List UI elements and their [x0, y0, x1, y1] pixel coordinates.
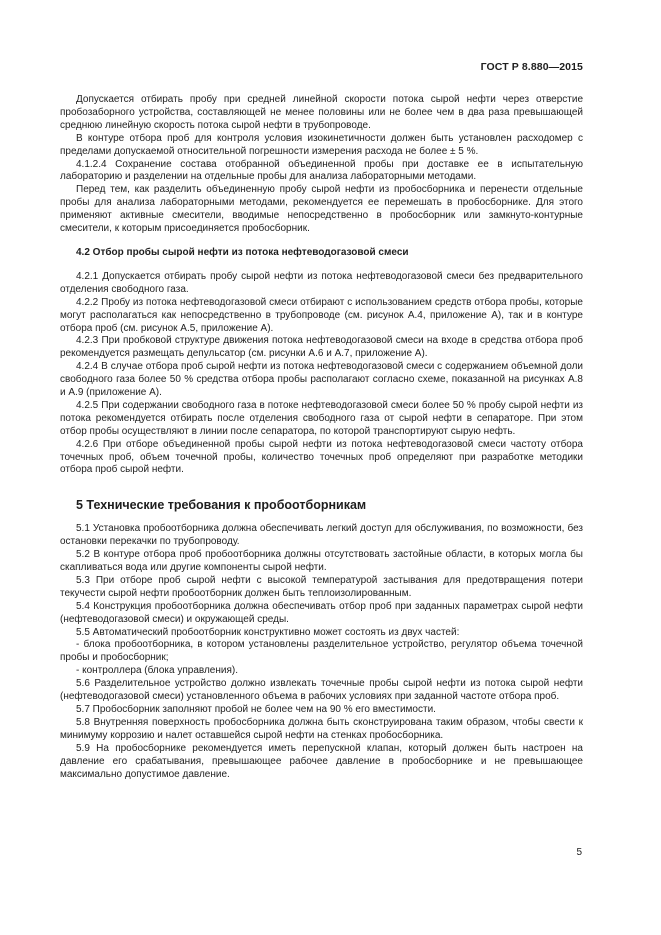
paragraph: В контуре отбора проб для контроля условия изокинетичности должен быть установлен расходомер с пределами допускаемой относительной погрешности измерения расхода не более ± 5 %.	[60, 132, 583, 157]
paragraph: 5.4 Конструкция пробоотборника должна обеспечивать отбор проб при заданных параметрах сырой нефти (нефтеводогазовой смеси) и окружающей среды.	[60, 600, 583, 625]
standard-designation: ГОСТ Р 8.880—2015	[480, 61, 583, 73]
paragraph: 5.8 Внутренняя поверхность пробосборника должна быть сконструирована таким образом, чтобы свести к минимуму коррозию и налет оставшейся сырой нефти на стенках пробосборника.	[60, 716, 583, 741]
document-body	[60, 94, 583, 781]
paragraph: 5.5 Автоматический пробоотборник конструктивно может состоять из двух частей:	[76, 626, 460, 638]
paragraph: 4.2.3 При пробковой структуре движения потока нефтеводогазовой смеси на входе в средства отбора проб рекомендуется размещать депульсатор (см. рисунки А.6 и А.7, приложение А).	[60, 335, 583, 360]
paragraph: 5.6 Разделительное устройство должно извлекать точечные пробы сырой нефти из потока сырой нефти (нефтеводогазовой смеси) установленного объема в рабочих условиях при заданной частоте отбора проб.	[60, 678, 583, 703]
list-item: - контроллера (блока управления).	[76, 665, 238, 677]
paragraph: 4.2.4 В случае отбора проб сырой нефти из потока нефтеводогазовой смеси с содержанием объемной доли свободного газа более 50 % средства отбора пробы располагают согласно схеме, показанной на рисунках А.8 и А.9 (приложение А).	[60, 361, 583, 399]
paragraph: 4.2.1 Допускается отбирать пробу сырой нефти из потока нефтеводогазовой смеси без предварительного отделения свободного газа.	[60, 270, 583, 295]
paragraph: 5.1 Установка пробоотборника должна обеспечивать легкий доступ для обслуживания, по возможности, без остановки перекачки по трубопроводу.	[60, 523, 583, 548]
section-heading-4-2: 4.2 Отбор пробы сырой нефти из потока нефтеводогазовой смеси	[76, 246, 409, 258]
paragraph: 4.2.6 При отборе объединенной пробы сырой нефти из потока нефтеводогазовой смеси частоту отбора точечных проб, объем точечной пробы, количество точечных проб определяют при разработке методики отбора проб сырой нефти.	[60, 438, 583, 476]
paragraph: 5.2 В контуре отбора проб пробоотборника должны отсутствовать застойные области, в которых могла бы скапливаться вода или другие компоненты сырой нефти.	[60, 549, 583, 573]
paragraph: 4.2.5 При содержании свободного газа в потоке нефтеводогазовой смеси более 50 % пробу сырой нефти из потока рекомендуется отбирать после отделения свободного газа от сырой нефти в сепараторе. При этом отбор пробы осуществляют в линии после сепаратора, по которой транспортируют сырую нефть.	[60, 399, 583, 437]
paragraph: Перед тем, как разделить объединенную пробу сырой нефти из пробосборника и перенести отдельные пробы для анализа лабораторными методами, рекомендуется ее перемешать в пробосборнике. Для этого применяют активные смесители, вводимые непосредственно в пробосборник или замкнуто-контурные смесители, к которым присоединяется пробосборник.	[60, 184, 583, 235]
paragraph: Допускается отбирать пробу при средней линейной скорости потока сырой нефти через отверстие пробозаборного устройства, составляющей не менее половины или не более чем в два раза превышающей среднюю линейную скорость потока сырой нефти в трубопроводе.	[60, 94, 583, 131]
paragraph: 4.2.2 Пробу из потока нефтеводогазовой смеси отбирают с использованием средств отбора пробы, которые могут располагаться как непосредственно в трубопроводе (см. рисунок А.4, приложение А), так и в контуре отбора проб (см. рисунок А.5, приложение А).	[60, 296, 583, 334]
list-item: - блока пробоотборника, в котором установлены разделительное устройство, регулятор объема точечной пробы и пробосборник;	[60, 639, 583, 664]
paragraph: 5.9 На пробосборнике рекомендуется иметь перепускной клапан, который должен быть настроен на давление его срабатывания, превышающее рабочее давление в пробосборнике и не превышающее максимально допустимое давление.	[60, 742, 583, 780]
paragraph: 4.1.2.4 Сохранение состава отобранной объединенной пробы при доставке ее в испытательную лабораторию и разделении на отдельные пробы для анализа лабораторными методами.	[60, 158, 583, 183]
section-heading-5: 5 Технические требования к пробоотборникам	[76, 498, 367, 513]
paragraph: 5.7 Пробосборник заполняют пробой не более чем на 90 % его вместимости.	[76, 703, 436, 715]
paragraph: 5.3 При отборе проб сырой нефти с высокой температурой застывания для предотвращения потери текучести сырой нефти пробоотборник должен быть теплоизолированным.	[60, 574, 583, 599]
page-number: 5	[576, 847, 582, 858]
